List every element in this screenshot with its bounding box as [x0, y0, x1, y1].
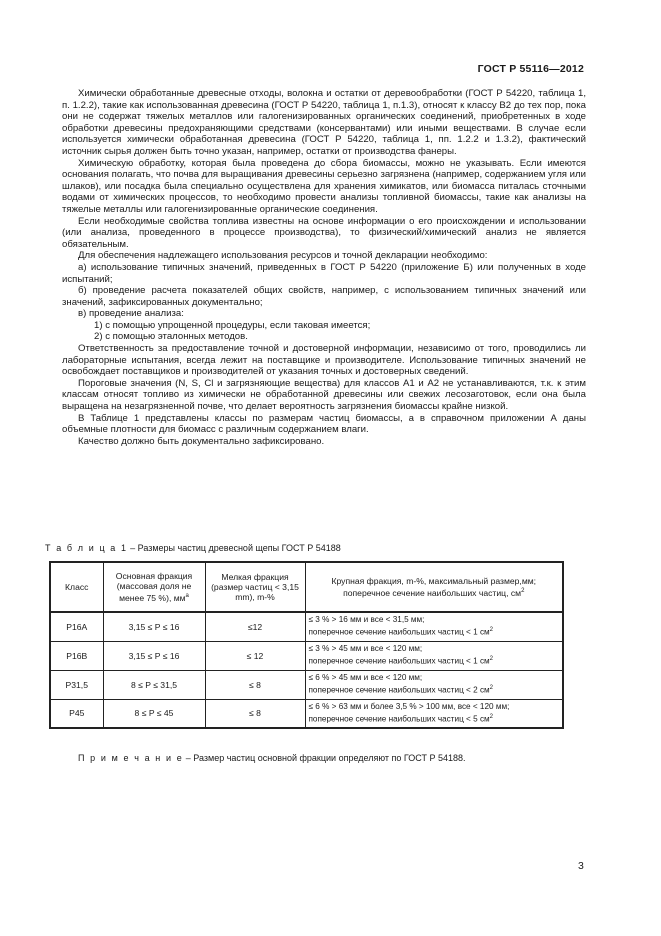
cell-fine: ≤ 8 — [205, 670, 305, 699]
cell-main: 8 ≤ P ≤ 31,5 — [103, 670, 205, 699]
header-class: Класс — [50, 562, 103, 612]
page-number: 3 — [578, 860, 584, 872]
table-row — [50, 699, 563, 728]
cell-fine: ≤12 — [205, 612, 305, 641]
cell-class: P31,5 — [50, 670, 103, 699]
table-row — [50, 670, 563, 699]
cell-main: 8 ≤ P ≤ 45 — [103, 699, 205, 728]
cell-main: 3,15 ≤ P ≤ 16 — [103, 612, 205, 641]
paragraph: В Таблице 1 представлены классы по размерам частиц биомассы, а в справочном приложении А даны объемные плотности для биомасс с различным содержанием влаги. — [62, 412, 586, 436]
cell-class: P45 — [50, 699, 103, 728]
paragraph: Ответственность за предоставление точной и достоверной информации, независимо от того, проводились ли лабораторные испытания, всегда лежит на поставщике и производителе. Использование типичных значений не освобождает поставщиков и производителей от указания точных и достоверных сведений. — [62, 343, 586, 378]
sub-list-item: 1) с помощью упрощенной процедуры, если таковая имеется; — [94, 319, 371, 331]
cell-coarse: ≤ 3 % > 45 мм и все < 120 мм; поперечное сечение наибольших частиц < 1 $см^2$ — [305, 641, 563, 670]
paragraph: Химически обработанные древесные отходы, волокна и остатки от деревообработки (ГОСТ Р 54220, таблица 1, п. 1.2.2), такие как использованная древесина (ГОСТ Р 54220, таблица 1, п.1.3), относят к классу В2 до тех пор, пока они не содержат тяжелых металлов или галогенизированных органических соединений, приобретенных в ходе обработки древесины предохраняющими средствами (консервантами) или иными веществами. В случае если используется химически обработанная древесина (ГОСТ Р 54220, таблица 1, пп. 1.2.2 и 1.3.2), фактический источник сырья должен быть точно указан, например, остатки от производства фанеры. — [62, 88, 586, 157]
paragraph: Если необходимые свойства топлива известны на основе информации о его происхождении и использовании (или анализа, проведенного в процессе производства), то физический/химический анализ не является обязательным. — [62, 215, 586, 250]
paragraph: Пороговые значения (N, S, Cl и загрязняющие вещества) для классов А1 и А2 не устанавливаются, т.к. к этим классам относят топливо из химически не обработанной древесины или свежих лесозаготовок, если она была выращена на незагрязненной почве, что делает вероятность загрязнения биомассы крайне низкой. — [62, 377, 586, 413]
table-caption-label: Т а б л и ц а 1 — [45, 543, 128, 553]
cell-fine: ≤ 12 — [205, 641, 305, 670]
table-note — [78, 753, 466, 763]
header-fine-fraction: Мелкая фракция (размер частиц < 3,15 mm), m-% — [205, 562, 305, 612]
header-coarse-fraction: Крупная фракция, m-%, максимальный размер,мм; поперечное сечение наибольших частиц, $см^2$ — [305, 562, 563, 612]
body-text — [62, 88, 586, 447]
sub-list-item: 2) с помощью эталонных методов. — [94, 331, 248, 343]
particle-size-table — [49, 561, 564, 729]
note-label: П р и м е ч а н и е — [78, 753, 184, 763]
document-header: ГОСТ Р 55116—2012 — [477, 63, 584, 75]
list-item: в) проведение анализа: — [78, 308, 184, 320]
cell-class: P16A — [50, 612, 103, 641]
cell-coarse: ≤ 6 % > 45 мм и все < 120 мм; поперечное сечение наибольших частиц < 2 $см^2$ — [305, 670, 563, 699]
paragraph: Качество должно быть документально зафиксировано. — [78, 435, 325, 447]
cell-main: 3,15 ≤ P ≤ 16 — [103, 641, 205, 670]
table-row — [50, 612, 563, 641]
cell-class: P16B — [50, 641, 103, 670]
list-item: б) проведение расчета показателей общих свойств, например, с использованием типичных значений или значений, зафиксированных документально; — [62, 285, 586, 308]
table-header-row — [50, 562, 563, 612]
table-caption-text: – Размеры частиц древесной щепы ГОСТ Р 54188 — [127, 543, 341, 553]
paragraph: Химическую обработку, которая была проведена до сбора биомассы, можно не указывать. Если имеются основания полагать, что почва для выращивания древесины серьезно загрязнена (например, содержанием угля или шлаков), или посадка была специально осуществлена для хранения химикатов, или биомасса питалась сточными водами от химических процессов, то необходимо провести анализы топливной биомассы, такие как анализы на тяжелые металлы или галогенизированные органические соединения. — [62, 157, 586, 215]
paragraph: Для обеспечения надлежащего использования ресурсов и точной декларации необходимо: — [78, 250, 488, 262]
note-text: – Размер частиц основной фракции определяют по ГОСТ Р 54188. — [183, 753, 466, 763]
header-main-fraction: Основная фракция (массовая доля не менее 75 %), $мм^a$ — [103, 562, 205, 612]
cell-coarse: ≤ 3 % > 16 мм и все < 31,5 мм; поперечное сечение наибольших частиц < 1 $см^2$ — [305, 612, 563, 641]
table-row — [50, 641, 563, 670]
cell-coarse: ≤ 6 % > 63 мм и более 3,5 % > 100 мм, все < 120 мм; поперечное сечение наибольших частиц < 5 $см^2$ — [305, 699, 563, 728]
list-item: а) использование типичных значений, приведенных в ГОСТ Р 54220 (приложение Б) или полученных в ходе испытаний; — [62, 261, 586, 285]
cell-fine: ≤ 8 — [205, 699, 305, 728]
table-caption — [45, 543, 341, 553]
